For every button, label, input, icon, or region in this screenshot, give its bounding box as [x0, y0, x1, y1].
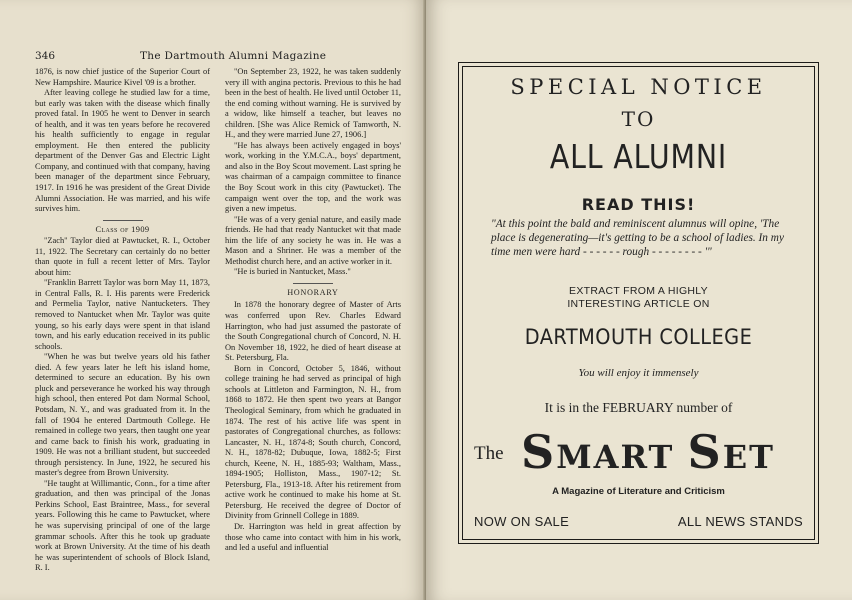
smart-set-logo	[521, 425, 811, 479]
left-text-column	[35, 67, 210, 574]
honorary-heading: HONORARY	[287, 287, 339, 297]
paragraph: "When he was but twelve years old his father died. A few years later he left his island home, determined to secure an education. By his own pluck and perseverance he worked his way through high school, then entered Pot dam Normal School, Potsdam, N. Y., and was graduated from it. In the fall of 1904 he entered Dartmouth College. He remained in college two years, then taught one year and came back to finish his work, graduating in 1909. He was not a brilliant student, but succeeded through persistency. In June, 1922, he secured his master's degree from Brown University.	[35, 352, 210, 478]
right-text-column	[225, 67, 401, 554]
extract-text	[459, 285, 818, 310]
read-this-heading: READ THIS!	[581, 195, 696, 214]
the-word: The	[474, 443, 504, 464]
paragraph: "On September 23, 1922, he was taken suddenly very ill with angina pectoris. Previous to this he had been in the best of health. He lived until October 11, the end coming without warning. He is survived by a widow, like himself a teacher, but leaves no children. [She was Alice Remick of Tamworth, N. H., and they were married June 27, 1906.]	[225, 67, 401, 140]
ad-content	[459, 63, 818, 543]
now-on-sale: NOW ON SALE	[474, 514, 570, 529]
paragraph: "He taught at Willimantic, Conn., for a time after graduation, and then was principal of the Jonas Perkins School, East Braintree, Mass., for several years. Following this he came to Pawtucket, where he was supervising principal of one of the large grammar schools. After this he took up graduate work at Brown University. At the time of his death he was superintendent of schools of Block Island, R. I.	[35, 478, 210, 573]
paragraph: Dr. Harrington was held in great affection by those who came into contact with him in his work, and led a useful and influential	[225, 521, 401, 553]
paragraph: Born in Concord, October 5, 1846, without college training he had served as principal of high schools at Littleton and Farmington, N. H., from 1868 to 1872. He then spent two years at Bangor Theological Seminary, from which he graduated in 1874. The rest of his active life was spent in pastorates of Congregational churches, as follows: Lancaster, N. H., 1874-8; South church, Concord, N. H., 1878-82; Dubuque, Iowa, 1882-5; First church, Keene, N. H., 1885-93; Waltham, Mass., 1894-1905; Holliston, Mass., 1907-12; St. Petersburg, Fla., 1913-18. After his retirement from active work he continued to make his home at St. Petersburg. He received the degree of Doctor of Divinity from Grinnell College in 1889.	[225, 363, 401, 521]
advertisement	[458, 62, 819, 544]
paragraph: "He has always been actively engaged in boys' work, working in the Y.M.C.A., boys' department, and also in the Boy Scout movement. Last spring he was chairman of a campaign committee to finance the Boy Scout work in this city (Pawtucket). The campaign went over the top, and the work was given a new impetus.	[225, 140, 401, 214]
paragraph: "He was of a very genial nature, and easily made friends. He had that ready Nantucket wit that made him the life of any society he was in. He was a Mason and a Shriner. He was a member of the Methodist church here, and an active worker in it.	[225, 214, 401, 266]
logo-letter: S	[687, 425, 723, 479]
dartmouth-college-heading: DARTMOUTH COLLEGE	[524, 325, 753, 349]
enjoy-text: You will enjoy it immensely	[578, 367, 699, 379]
paragraph: "He is buried in Nantucket, Mass."	[234, 267, 351, 277]
class-heading: Class of 1909	[95, 224, 150, 234]
paragraph: "Franklin Barrett Taylor was born May 11, 1873, in Central Falls, R. I. His parents were Frederick and Permelia Taylor, native Nantucketers. They removed to Nantucket when Mr. Taylor was quite young, so his early days were spent in that island town, and his early education received in its public schools.	[35, 278, 210, 351]
extract-line: INTERESTING ARTICLE ON	[567, 297, 710, 310]
logo-letter: S	[521, 425, 557, 479]
page-number: 346	[35, 50, 56, 62]
divider	[103, 220, 143, 221]
paragraph: In 1878 the honorary degree of Master of Arts was conferred upon Rev. Charles Edward Harrington, who had just assumed the pastorate of the South Congregational church of Concord, N. H. On November 18, 1922, he died of heart disease at St. Petersburg, Fla.	[225, 300, 401, 363]
logo-text: MART	[556, 438, 688, 476]
paragraph: 1876, is now chief justice of the Superior Court of New Hampshire. Maurice Kivel '09 is a brother.	[35, 67, 210, 87]
ad-quote: "At this point the bald and reminiscent alumnus will opine, 'The place is degenerating—it's getting to be a school of ladies. In my time men were hard - - - - - - rough - - - - - - - - '"	[491, 218, 784, 258]
extract-line: EXTRACT FROM A HIGHLY	[569, 285, 708, 297]
news-stands: ALL NEWS STANDS	[677, 514, 803, 529]
paragraph: "Zach" Taylor died at Pawtucket, R. I., October 11, 1922. The Secretary can certainly do no better than quote in full a recent letter of Mrs. Taylor about him:	[35, 236, 210, 277]
special-notice-heading: SPECIAL NOTICE	[510, 75, 767, 99]
february-text: It is in the FEBRUARY number of	[544, 400, 733, 415]
all-alumni-heading: ALL ALUMNI	[549, 137, 728, 176]
magazine-title: The Dartmouth Alumni Magazine	[140, 50, 327, 62]
paragraph: After leaving college he studied law for a time, but early was taken with the disease which finally proved fatal. In 1905 he went to Denver in search of health, and it was ten years before he recovered his health sufficiently to engage in regular employment. He then entered the publicity department of the Denver Gas and Electric Light Company, and continued with that company, having been manager of the department since February, 1917. In 1916 he was president of the Great Divide Alumni Association. He was married, and his wife survives him.	[35, 88, 210, 214]
to-heading: TO	[621, 107, 656, 131]
magazine-subtitle: A Magazine of Literature and Criticism	[552, 486, 725, 497]
divider	[293, 283, 333, 284]
logo-text: ET	[722, 438, 775, 476]
